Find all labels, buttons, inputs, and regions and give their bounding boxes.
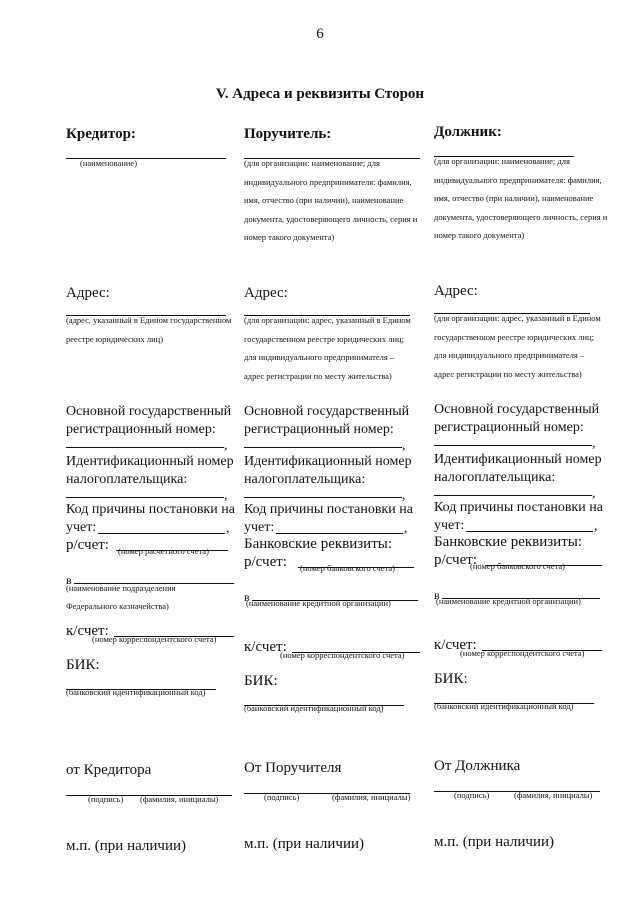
debtor-bank-prefix: в: [434, 588, 440, 602]
guarantor-heading: Поручитель:: [244, 126, 332, 142]
debtor-name-caption: (для организации: наименование; для индивидуального предпринимателя: фамилия, имя, отчество (при наличии), наименование документа, удостоверяющего личность, серия и номер такого документа): [434, 156, 608, 240]
creditor-heading: Кредитор:: [66, 126, 136, 142]
page-number: 6: [316, 26, 324, 42]
creditor-from-label: от Кредитора: [66, 762, 152, 778]
debtor-address-caption: (для организации: адрес, указанный в Едином государственном реестре юридических лиц; для индивидуального предпринимателя – адрес регистрации по месту жительства): [434, 313, 601, 379]
guarantor-bank-details-label: Банковские реквизиты:: [244, 536, 393, 552]
creditor-ogrn-line: [66, 447, 224, 448]
creditor-ogrn-comma: ,: [224, 438, 228, 453]
debtor-bik-label: БИК:: [434, 671, 468, 687]
debtor-initials-caption: (фамилия, инициалы): [514, 790, 593, 800]
guarantor-ogrn-label: Основной государственный регистрационный номер:: [244, 404, 410, 437]
debtor-inn-label: Идентификационный номер налогоплательщика:: [434, 452, 602, 485]
guarantor-initials-caption: (фамилия, инициалы): [332, 792, 411, 802]
guarantor-kpp-comma: ,: [404, 521, 408, 536]
creditor-address-label: Адрес:: [66, 285, 110, 301]
guarantor-bik-label: БИК:: [244, 673, 278, 689]
guarantor-seal-label: м.п. (при наличии): [244, 836, 364, 852]
creditor-initials-caption: (фамилия, инициалы): [140, 794, 219, 804]
guarantor-from-label: От Поручителя: [244, 760, 342, 776]
guarantor-kpp-line: [276, 533, 403, 534]
guarantor-address-label: Адрес:: [244, 285, 288, 301]
debtor-corr-label: к/счет:: [434, 637, 477, 653]
debtor-account-caption: (номер банковского счета): [470, 561, 565, 571]
guarantor-corr-label: к/счет:: [244, 639, 287, 655]
debtor-kpp-label: Код причины постановки на учет:: [434, 500, 603, 533]
debtor-address-label: Адрес:: [434, 283, 478, 299]
guarantor-bank-prefix: в: [244, 590, 250, 604]
debtor-ogrn-comma: ,: [592, 436, 596, 451]
debtor-kpp-comma: ,: [594, 519, 598, 534]
guarantor-sign-caption: (подпись): [264, 792, 300, 802]
guarantor-corr-caption: (номер корреспондентского счета): [280, 650, 405, 660]
creditor-inn-line: [66, 497, 224, 498]
creditor-bank-prefix: в: [66, 573, 72, 587]
debtor-heading: Должник:: [434, 124, 502, 140]
guarantor-kpp-label: Код причины постановки на учет:: [244, 502, 413, 535]
debtor-kpp-line: [466, 531, 593, 532]
section-title: V. Адреса и реквизиты Сторон: [215, 86, 425, 102]
debtor-bik-caption: (банковский идентификационный код): [434, 701, 574, 711]
creditor-kpp-line: [98, 533, 225, 534]
debtor-inn-comma: ,: [592, 486, 596, 501]
guarantor-inn-line: [244, 497, 402, 498]
guarantor-ogrn-line: [244, 447, 402, 448]
guarantor-inn-comma: ,: [402, 488, 406, 503]
creditor-kpp-label: Код причины постановки на учет:: [66, 502, 235, 535]
creditor-bik-label: БИК:: [66, 657, 100, 673]
creditor-bank-caption: (наименование подразделения Федерального казначейства): [66, 583, 176, 611]
debtor-seal-label: м.п. (при наличии): [434, 834, 554, 850]
guarantor-account-caption: (номер банковского счета): [300, 563, 395, 573]
guarantor-bank-caption: (наименование кредитной организации): [246, 598, 391, 608]
debtor-from-label: От Должника: [434, 758, 521, 774]
debtor-corr-caption: (номер корреспондентского счета): [460, 648, 585, 658]
creditor-sign-caption: (подпись): [88, 794, 124, 804]
creditor-ogrn-label: Основной государственный регистрационный номер:: [66, 404, 232, 437]
guarantor-name-caption: (для организации: наименование; для индивидуального предпринимателя: фамилия, имя, отчество (при наличии), наименование документа, удостоверяющего личность, серия и номер такого документа): [244, 158, 418, 242]
creditor-name-caption: (наименование): [80, 158, 138, 168]
debtor-sign-caption: (подпись): [454, 790, 490, 800]
creditor-account-label: р/счет:: [66, 537, 109, 553]
guarantor-bik-caption: (банковский идентификационный код): [244, 703, 384, 713]
debtor-bank-details-label: Банковские реквизиты:: [434, 534, 583, 550]
debtor-account-label: р/счет:: [434, 552, 477, 568]
creditor-address-caption: (адрес, указанный в Едином государственном реестре юридических лиц): [66, 315, 232, 344]
creditor-corr-label: к/счет:: [66, 623, 109, 639]
creditor-bik-caption: (банковский идентификационный код): [66, 687, 206, 697]
guarantor-inn-label: Идентификационный номер налогоплательщика:: [244, 454, 412, 487]
creditor-kpp-comma: ,: [226, 521, 230, 536]
guarantor-address-caption: (для организации: адрес, указанный в Едином государственном реестре юридических лиц; для индивидуального предпринимателя – адрес регистрации по месту жительства): [244, 315, 411, 381]
debtor-ogrn-label: Основной государственный регистрационный номер:: [434, 402, 600, 435]
creditor-corr-caption: (номер корреспондентского счета): [92, 634, 217, 644]
creditor-inn-label: Идентификационный номер налогоплательщика:: [66, 454, 234, 487]
guarantor-account-label: р/счет:: [244, 554, 287, 570]
guarantor-ogrn-comma: ,: [402, 438, 406, 453]
debtor-inn-line: [434, 495, 592, 496]
creditor-account-caption: (номер расчетного счета): [118, 546, 209, 556]
debtor-bank-caption: (наименование кредитной организации): [436, 596, 581, 606]
creditor-seal-label: м.п. (при наличии): [66, 838, 186, 854]
creditor-inn-comma: ,: [224, 488, 228, 503]
debtor-ogrn-line: [434, 445, 592, 446]
